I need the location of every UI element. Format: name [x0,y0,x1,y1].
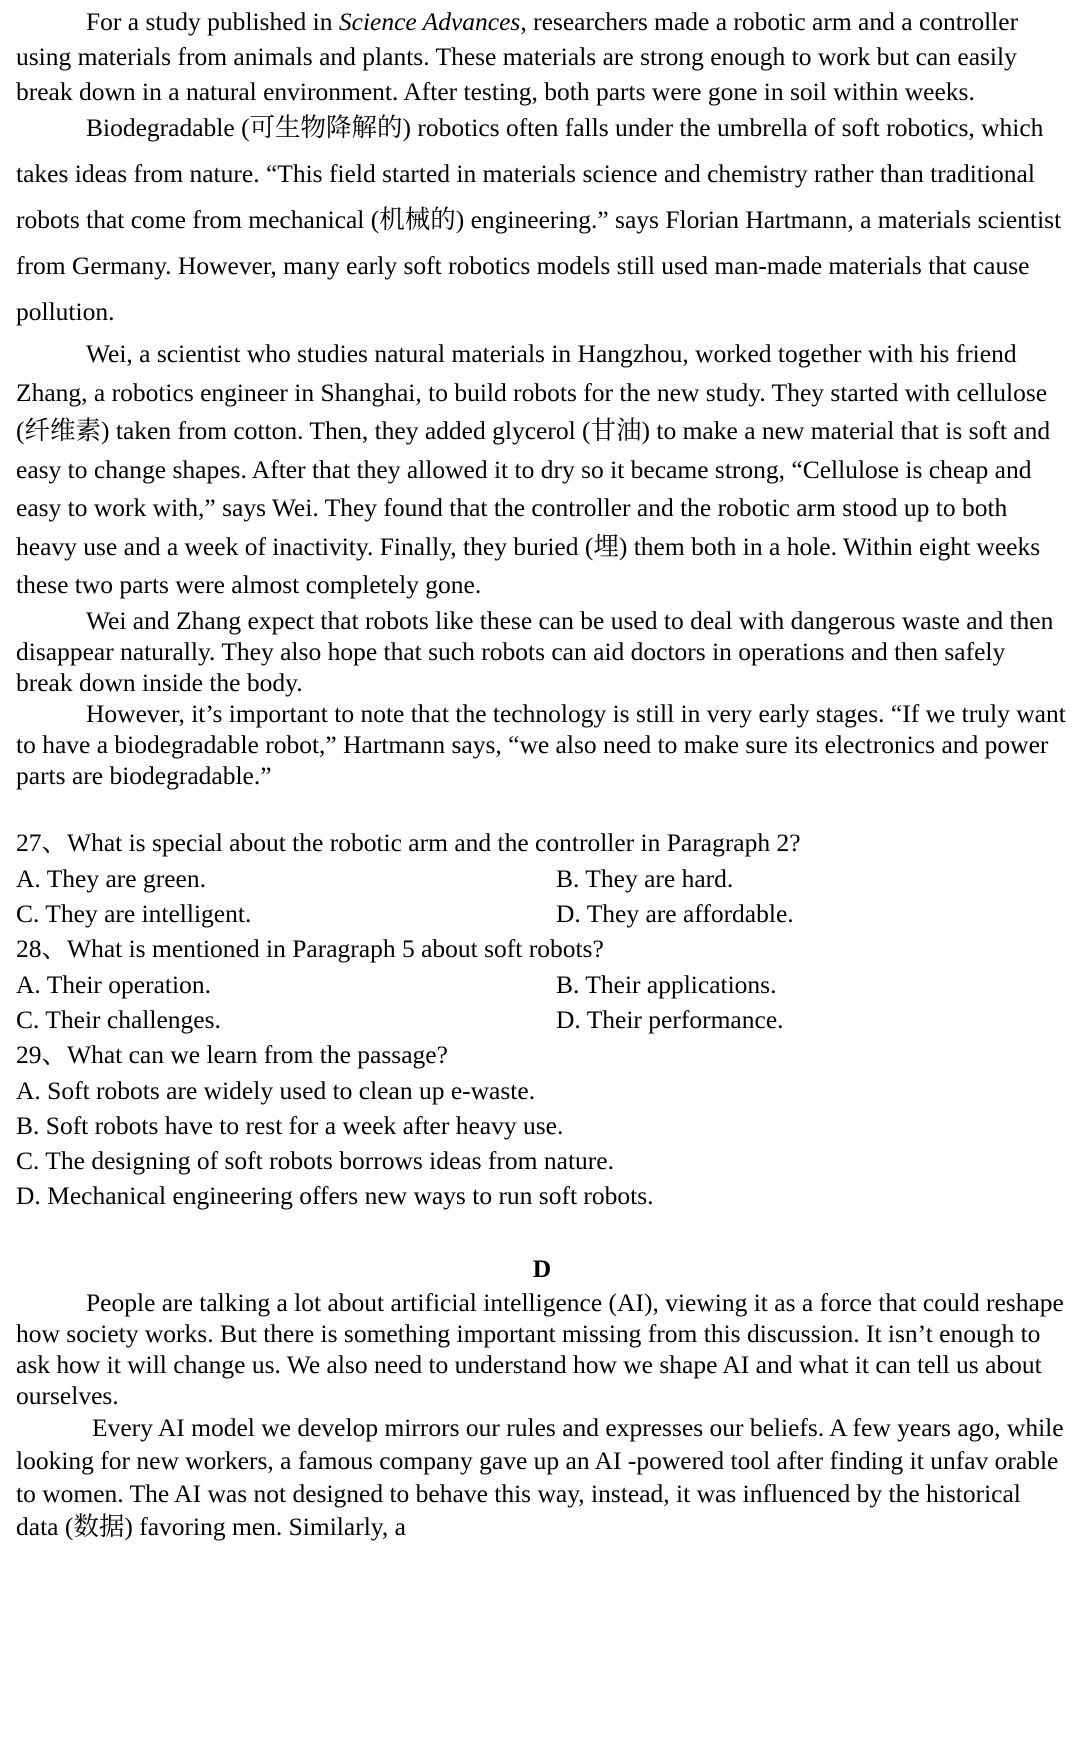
passage-c-paragraph-5: However, it’s important to note that the technology is still in very early stages. “If we truly want to have a biodegradable robot,” Hartmann says, “we also need to make sure its electronics and power parts are biodegradable.” [16,698,1066,790]
option-d[interactable]: D. Their performance. [556,1004,784,1034]
question-stem: 29、What can we learn from the passage? [16,1039,448,1069]
option-d[interactable]: D. Mechanical engineering offers new ways to run soft robots. [16,1180,654,1210]
option-b[interactable]: B. They are hard. [556,863,734,893]
option-a[interactable]: A. Their operation. [16,969,211,999]
option-d[interactable]: D. They are affordable. [556,898,794,928]
option-b[interactable]: B. Soft robots have to rest for a week after heavy use. [16,1110,564,1140]
passage-c-paragraph-1: For a study published in Science Advances, researchers made a robotic arm and a controller using materials from animals and plants. These materials are strong enough to work but can easily break down in a natural environment. After testing, both parts were gone in soil within weeks. [16,7,1019,106]
question-options [16,967,1068,1037]
journal-name: Science Advances [338,7,521,36]
passage-c-paragraph-2: Biodegradable (可生物降解的) robotics often falls under the umbrella of soft robotics, which takes ideas from nature. “This field started in materials science and chemistry rather than traditional robots that come from mechanical (机械的) engineering.” says Florian Hartmann, a materials scientist from Germany. However, many early soft robotics models still used man-made materials that cause pollution. [16,113,1062,326]
option-a[interactable]: A. They are green. [16,863,206,893]
option-c[interactable]: C. Their challenges. [16,1004,221,1034]
passage-c-paragraph-4: Wei and Zhang expect that robots like these can be used to deal with dangerous waste and then disappear naturally. They also hope that such robots can aid doctors in operations and then safely break down inside the body. [16,605,1054,697]
option-c[interactable]: C. They are intelligent. [16,898,252,928]
question-options [16,1073,1068,1213]
option-c[interactable]: C. The designing of soft robots borrows ideas from nature. [16,1145,614,1175]
question-stem: 28、What is mentioned in Paragraph 5 about soft robots? [16,933,604,963]
option-a[interactable]: A. Soft robots are widely used to clean up e-waste. [16,1075,536,1105]
option-b[interactable]: B. Their applications. [556,969,777,999]
question-stem: 27、What is special about the robotic arm and the controller in Paragraph 2? [16,827,801,857]
passage-d-paragraph-1: People are talking a lot about artificial intelligence (AI), viewing it as a force that could reshape how society works. But there is something important missing from this discussion. It isn’t enough to ask how it will change us. We also need to understand how we shape AI and what it can tell us about ourselves. [16,1287,1064,1410]
passage-d-paragraph-2: Every AI model we develop mirrors our rules and expresses our beliefs. A few years ago, while looking for new workers, a famous company gave up an AI -powered tool after finding it unfav orable to women. The AI was not designed to behave this way, instead, it was influenced by the historical data (数据) favoring men. Similarly, a [16,1412,1064,1541]
passage-c-paragraph-3: Wei, a scientist who studies natural materials in Hangzhou, worked together with his friend Zhang, a robotics engineer in Shanghai, to build robots for the new study. They started with cellulose (纤维素) taken from cotton. Then, they added glycerol (甘油) to make a new material that is soft and easy to change shapes. After that they allowed it to dry so it became strong, “Cellulose is cheap and easy to work with,” says Wei. They found that the controller and the robotic arm stood up to both heavy use and a week of inactivity. Finally, they buried (埋) them both in a hole. Within eight weeks these two parts were almost completely gone. [16,339,1051,599]
question-29 [16,1037,1068,1213]
section-title: D [532,1253,552,1283]
question-28 [16,931,1068,1037]
question-options [16,861,1068,931]
question-27 [16,825,1068,931]
